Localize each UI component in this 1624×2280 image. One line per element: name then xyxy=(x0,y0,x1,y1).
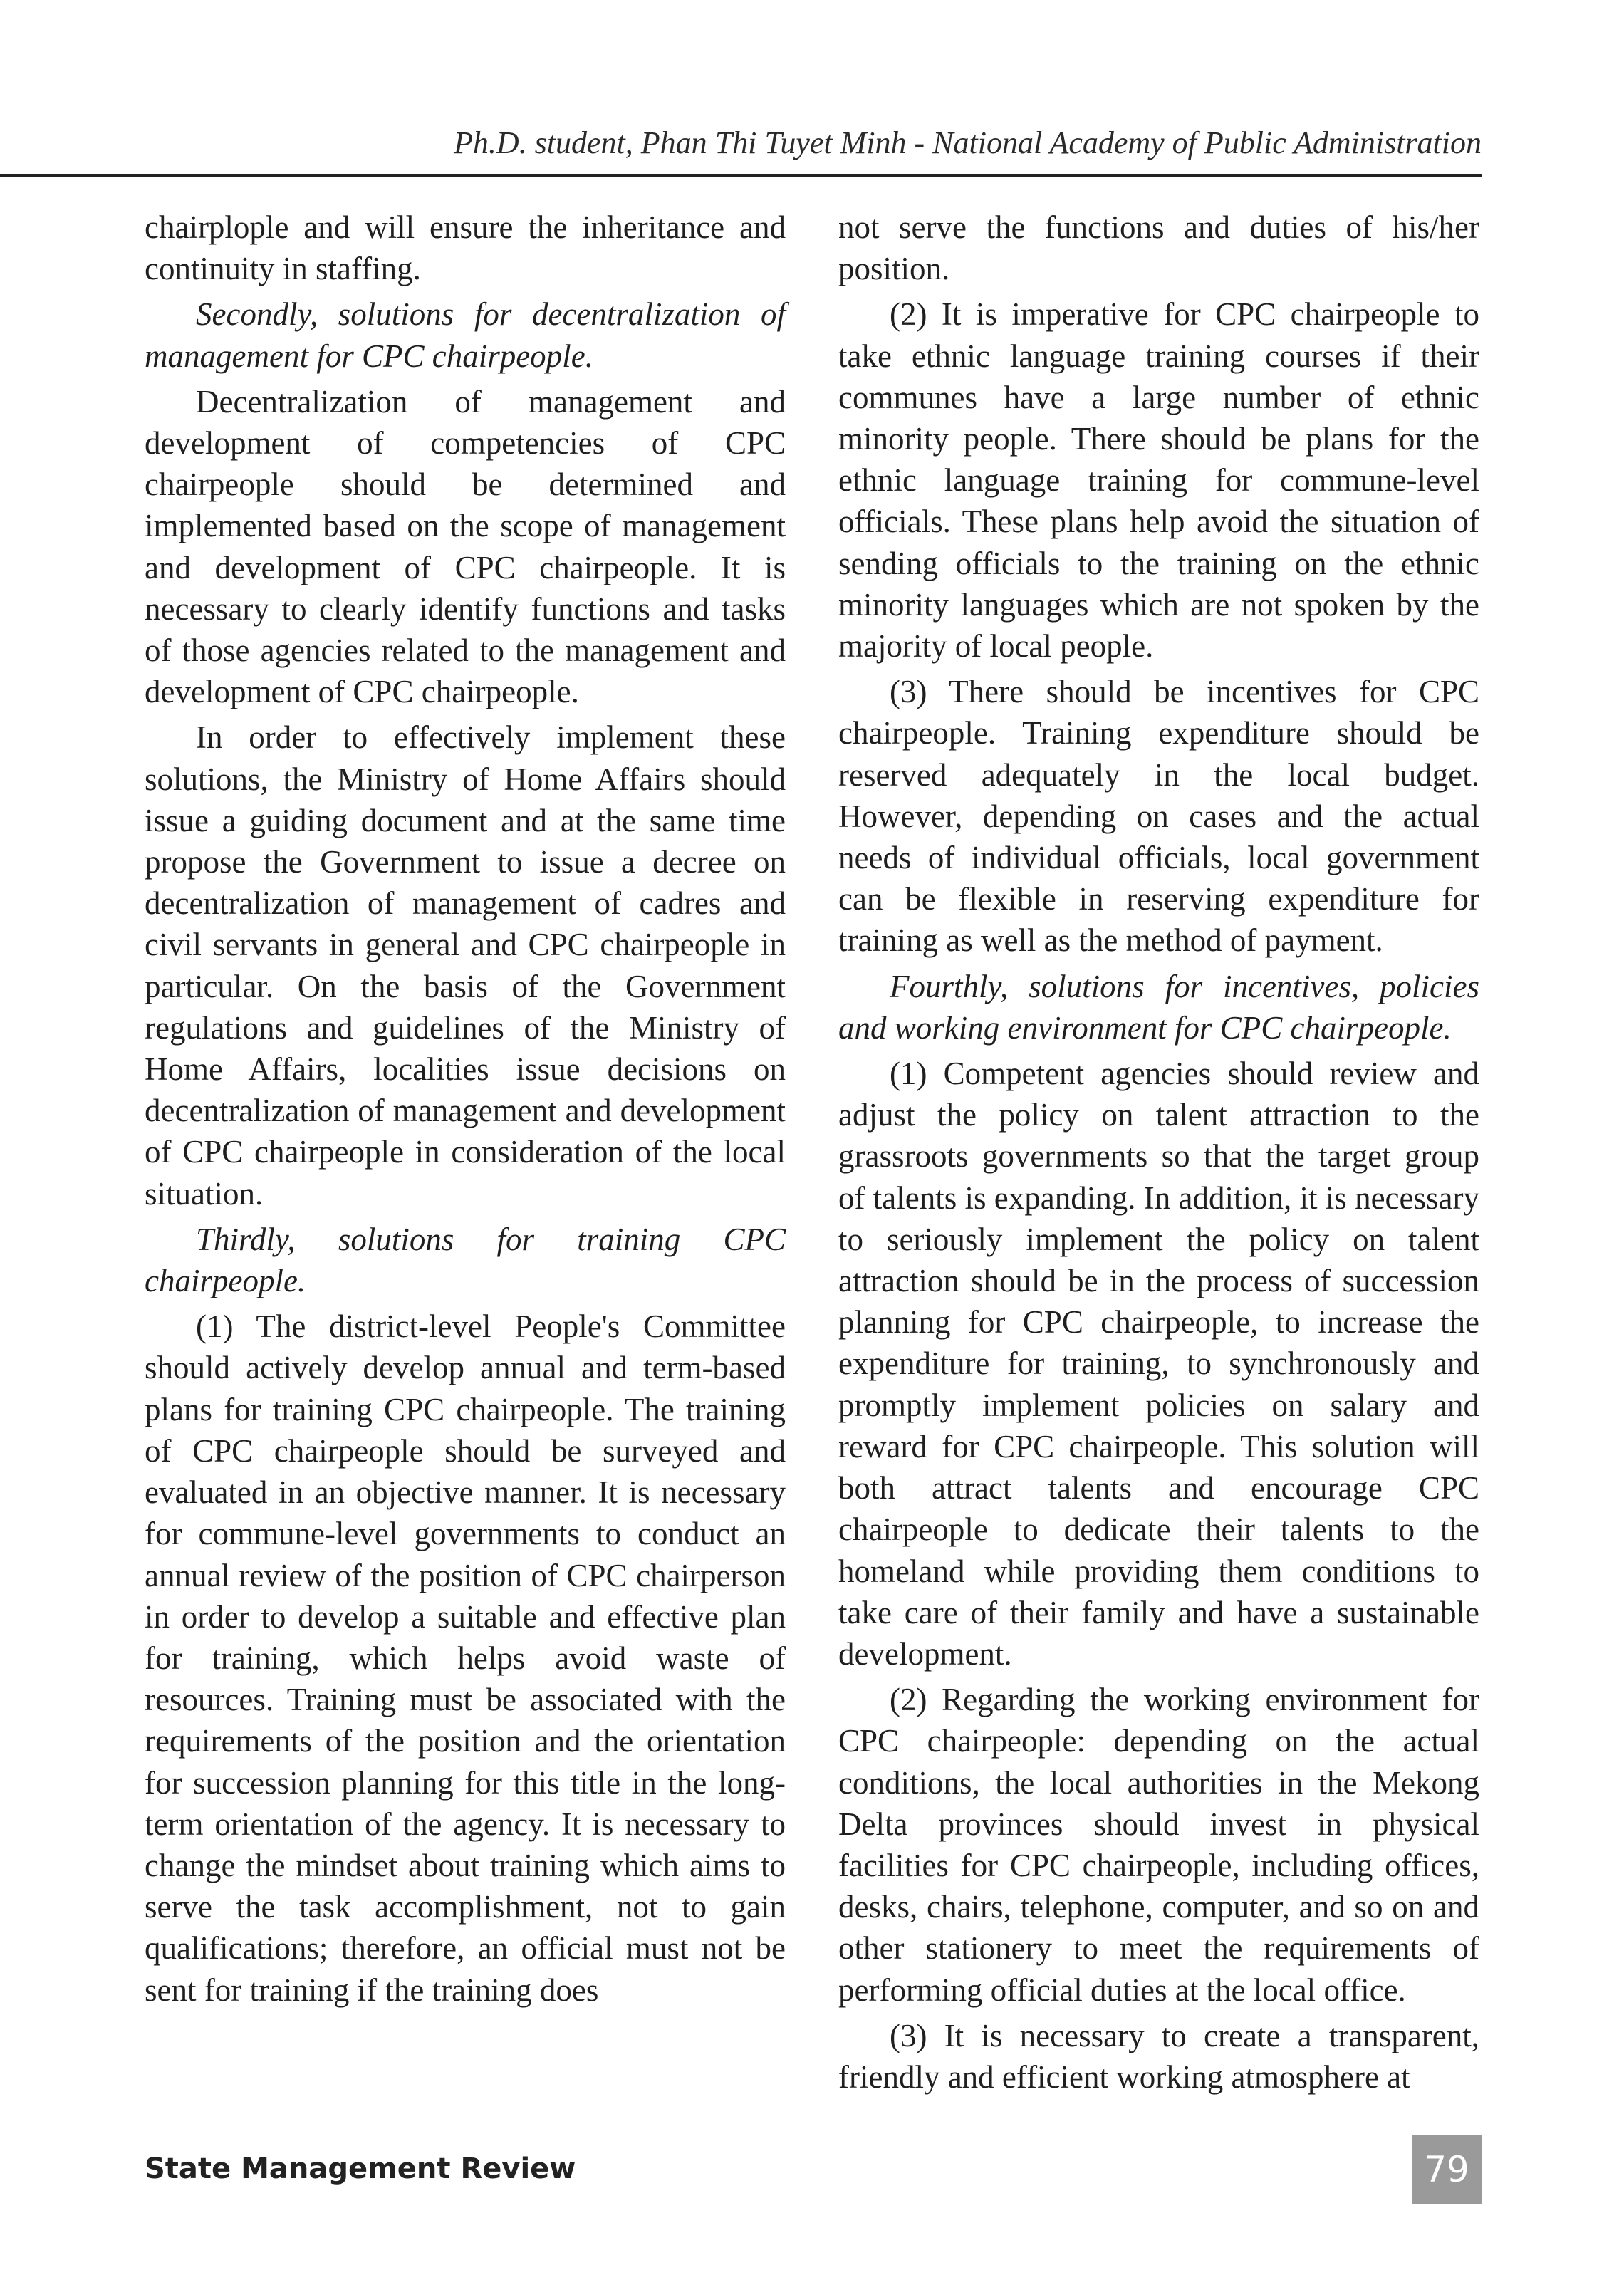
paragraph: (3) There should be incentives for CPC chairpeople. Training expenditure should be reserved adequately in the local budget. However, depending on cases and the actual needs of individual officials, local government can be flexible in reserving expenditure for training as well as the method of payment. xyxy=(838,674,1479,959)
paragraph: chairplople and will ensure the inheritance and continuity in staffing. xyxy=(145,209,786,287)
paragraph: Fourthly, solutions for incentives, policies and working environment for CPC chairpeople. xyxy=(838,968,1479,1046)
left-column xyxy=(145,207,786,2015)
paragraph: Secondly, solutions for decentralization of management for CPC chairpeople. xyxy=(145,296,786,374)
running-header xyxy=(0,0,1482,177)
paragraph: Thirdly, solutions for training CPC chairpeople. xyxy=(145,1221,786,1299)
journal-title: State Management Review xyxy=(145,2153,576,2185)
paragraph: (1) The district-level People's Committee should actively develop annual and term-based plans for training CPC chairpeople. The training of CPC chairpeople should be surveyed and evaluated in an objective manner. It is necessary for commune-level governments to conduct an annual review of the position of CPC chairperson in order to develop a suitable and effective plan for training, which helps avoid waste of resources. Training must be associated with the requirements of the position and the orientation for succession planning for this title in the long-term orientation of the agency. It is necessary to change the mindset about training which aims to serve the task accomplishment, not to gain qualifications; therefore, an official must not be sent for training if the training does xyxy=(145,1308,786,2008)
header-rule xyxy=(0,174,1482,177)
paragraph: not serve the functions and duties of his/her position. xyxy=(838,209,1479,287)
right-column xyxy=(838,207,1479,2102)
paragraph: (2) It is imperative for CPC chairpeople to take ethnic language training courses if their communes have a large number of ethnic minority people. There should be plans for the ethnic language training for commune-level officials. These plans help avoid the situation of sending officials to the training on the ethnic minority languages which are not spoken by the majority of local people. xyxy=(838,296,1479,665)
paragraph: (2) Regarding the working environment for CPC chairpeople: depending on the actual conditions, the local authorities in the Mekong Delta provinces should invest in physical facilities for CPC chairpeople, including offices, desks, chairs, telephone, computer, and so on and other stationery to meet the requirements of performing official duties at the local office. xyxy=(838,1682,1479,2008)
paragraph: (1) Competent agencies should review and adjust the policy on talent attraction to the grassroots governments so that the target group of talents is expanding. In addition, it is necessary to seriously implement the policy on talent attraction should be in the process of succession planning for CPC chairpeople, to increase the expenditure for training, to synchronously and promptly implement policies on salary and reward for CPC chairpeople. This solution will both attract talents and encourage CPC chairpeople to dedicate their talents to the homeland while providing them conditions to take care of their family and have a sustainable development. xyxy=(838,1056,1479,1672)
paragraph: Decentralization of management and development of competencies of CPC chairpeople should be determined and implemented based on the scope of management and development of CPC chairpeople. It is necessary to clearly identify functions and tasks of those agencies related to the management and development of CPC chairpeople. xyxy=(145,383,786,710)
paragraph: In order to effectively implement these solutions, the Ministry of Home Affairs should issue a guiding document and at the same time propose the Government to issue a decree on decentralization of management of cadres and civil servants in general and CPC chairpeople in particular. On the basis of the Government regulations and guidelines of the Ministry of Home Affairs, localities issue decisions on decentralization of management and development of CPC chairpeople in consideration of the local situation. xyxy=(145,719,786,1212)
header-author-affiliation: Ph.D. student, Phan Thi Tuyet Minh - National Academy of Public Administration xyxy=(454,125,1482,160)
paragraph: (3) It is necessary to create a transparent, friendly and efficient working atmosphere at xyxy=(838,2017,1479,2095)
page-number: 79 xyxy=(1412,2135,1482,2204)
